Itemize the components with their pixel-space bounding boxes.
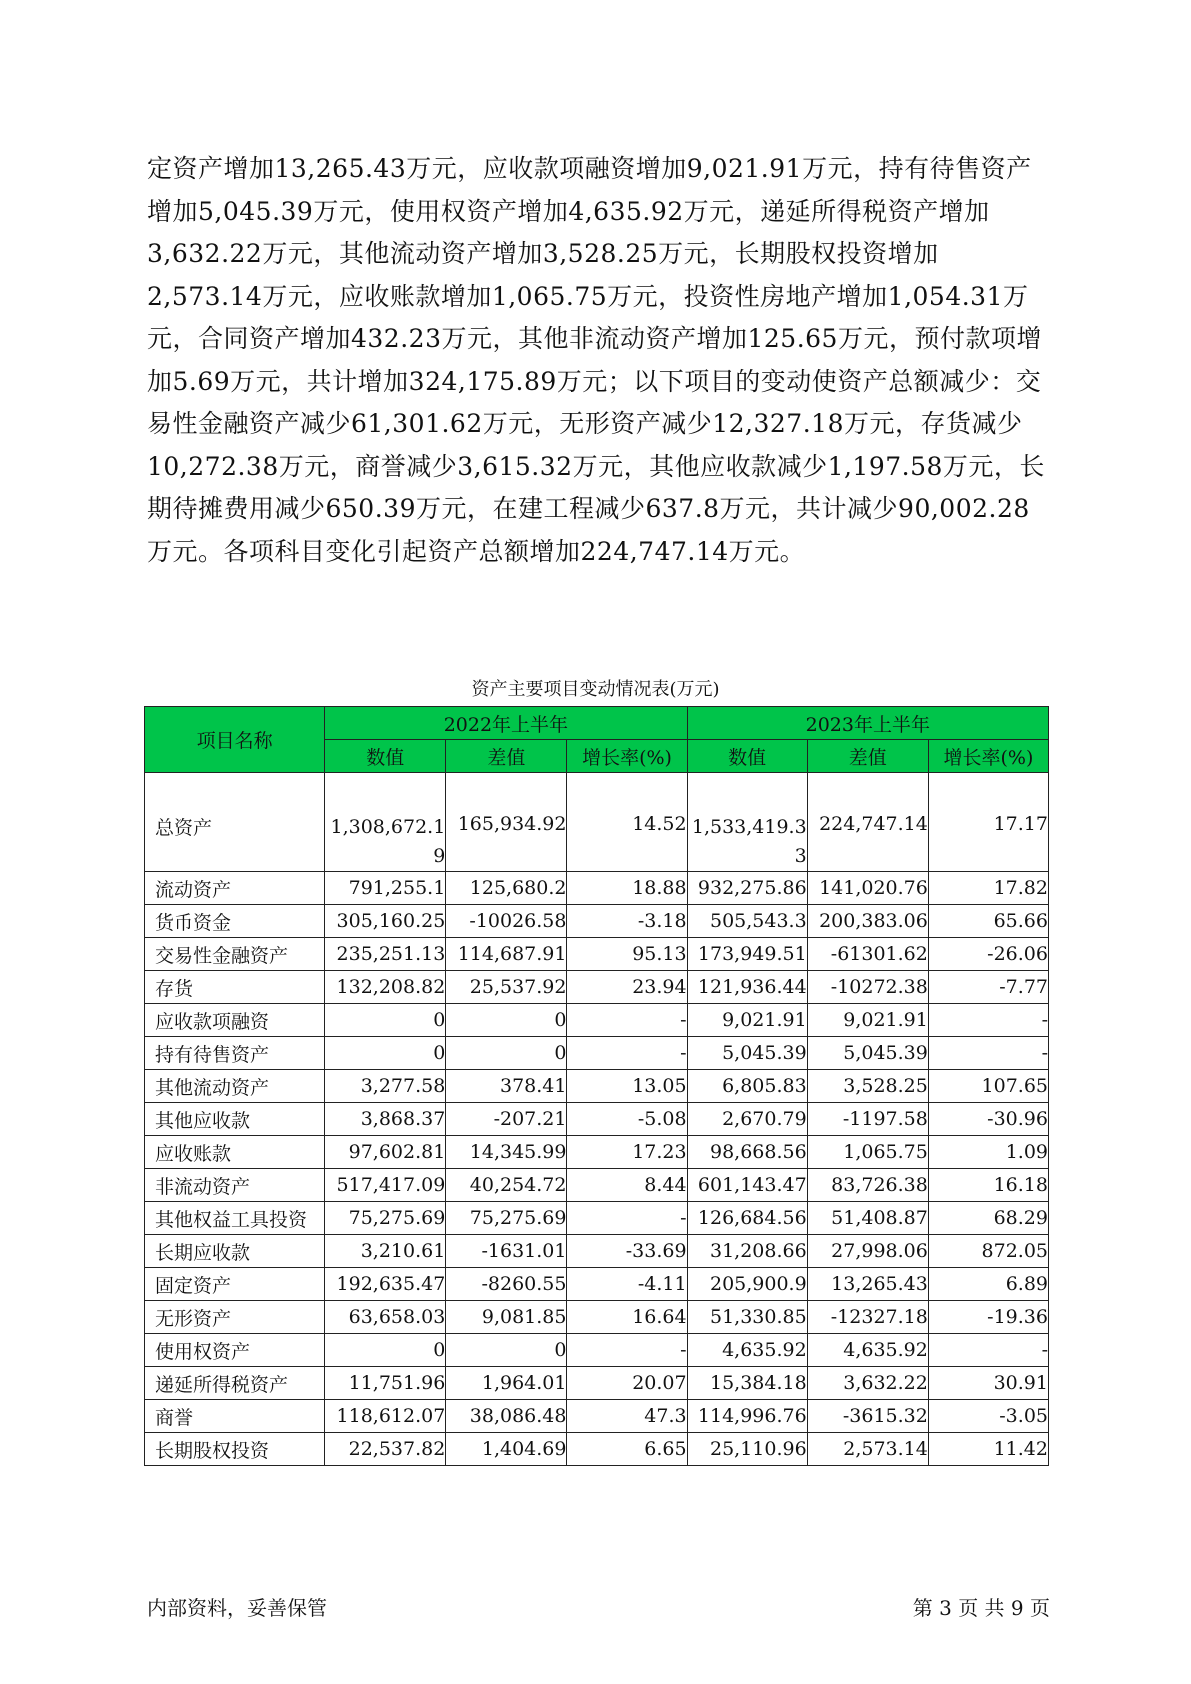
cell-g2: -3.05 xyxy=(928,1400,1048,1433)
cell-d2: 2,573.14 xyxy=(807,1433,928,1466)
cell-d2: -10272.38 xyxy=(807,971,928,1004)
cell-d1: 0 xyxy=(446,1334,567,1367)
row-label: 无形资产 xyxy=(145,1301,325,1334)
cell-d1: 38,086.48 xyxy=(446,1400,567,1433)
row-label: 货币资金 xyxy=(145,905,325,938)
cell-v2: 1,533,419.33 xyxy=(687,773,807,872)
cell-g1: 6.65 xyxy=(567,1433,687,1466)
cell-g2: 11.42 xyxy=(928,1433,1048,1466)
row-label: 其他应收款 xyxy=(145,1103,325,1136)
table-row xyxy=(145,1202,1049,1235)
cell-v1: 63,658.03 xyxy=(325,1301,446,1334)
cell-v2: 25,110.96 xyxy=(687,1433,807,1466)
cell-v2: 51,330.85 xyxy=(687,1301,807,1334)
cell-v1: 75,275.69 xyxy=(325,1202,446,1235)
row-label: 长期应收款 xyxy=(145,1235,325,1268)
cell-v2: 2,670.79 xyxy=(687,1103,807,1136)
cell-d2: 9,021.91 xyxy=(807,1004,928,1037)
cell-g2: 16.18 xyxy=(928,1169,1048,1202)
row-label: 交易性金融资产 xyxy=(145,938,325,971)
table-row xyxy=(145,1268,1049,1301)
table-row xyxy=(145,773,1049,872)
cell-d2: 27,998.06 xyxy=(807,1235,928,1268)
cell-d1: -8260.55 xyxy=(446,1268,567,1301)
cell-d1: 75,275.69 xyxy=(446,1202,567,1235)
row-label: 持有待售资产 xyxy=(145,1037,325,1070)
header-period-2022: 2022年上半年 xyxy=(325,707,687,740)
cell-d1: 1,404.69 xyxy=(446,1433,567,1466)
cell-v2: 173,949.51 xyxy=(687,938,807,971)
cell-g2: 872.05 xyxy=(928,1235,1048,1268)
cell-d2: -61301.62 xyxy=(807,938,928,971)
cell-v1: 235,251.13 xyxy=(325,938,446,971)
table-row xyxy=(145,872,1049,905)
cell-v2: 205,900.9 xyxy=(687,1268,807,1301)
cell-g1: 17.23 xyxy=(567,1136,687,1169)
cell-g2: 17.82 xyxy=(928,872,1048,905)
cell-g1: 23.94 xyxy=(567,971,687,1004)
cell-v1: 3,210.61 xyxy=(325,1235,446,1268)
cell-d1: -10026.58 xyxy=(446,905,567,938)
cell-d2: 1,065.75 xyxy=(807,1136,928,1169)
row-label: 非流动资产 xyxy=(145,1169,325,1202)
cell-g2: 65.66 xyxy=(928,905,1048,938)
cell-v1: 192,635.47 xyxy=(325,1268,446,1301)
cell-v1: 22,537.82 xyxy=(325,1433,446,1466)
cell-d2: -12327.18 xyxy=(807,1301,928,1334)
cell-g2: - xyxy=(928,1004,1048,1037)
cell-g2: 68.29 xyxy=(928,1202,1048,1235)
cell-g2: 1.09 xyxy=(928,1136,1048,1169)
subheader-growth: 增长率(%) xyxy=(928,740,1048,773)
row-label: 商誉 xyxy=(145,1400,325,1433)
cell-v1: 11,751.96 xyxy=(325,1367,446,1400)
cell-d1: -207.21 xyxy=(446,1103,567,1136)
cell-v1: 791,255.1 xyxy=(325,872,446,905)
cell-d1: 40,254.72 xyxy=(446,1169,567,1202)
cell-g2: 17.17 xyxy=(928,773,1048,872)
cell-v2: 126,684.56 xyxy=(687,1202,807,1235)
cell-v2: 932,275.86 xyxy=(687,872,807,905)
cell-g2: 30.91 xyxy=(928,1367,1048,1400)
cell-d1: 165,934.92 xyxy=(446,773,567,872)
cell-d2: 200,383.06 xyxy=(807,905,928,938)
cell-g1: 13.05 xyxy=(567,1070,687,1103)
cell-v1: 118,612.07 xyxy=(325,1400,446,1433)
table-row xyxy=(145,1103,1049,1136)
cell-g1: - xyxy=(567,1334,687,1367)
cell-d1: 125,680.2 xyxy=(446,872,567,905)
cell-g1: -4.11 xyxy=(567,1268,687,1301)
cell-v1: 132,208.82 xyxy=(325,971,446,1004)
cell-g2: -30.96 xyxy=(928,1103,1048,1136)
header-item-name: 项目名称 xyxy=(145,707,325,773)
cell-v1: 305,160.25 xyxy=(325,905,446,938)
cell-v2: 6,805.83 xyxy=(687,1070,807,1103)
table-row xyxy=(145,905,1049,938)
table-row xyxy=(145,1433,1049,1466)
cell-v2: 505,543.3 xyxy=(687,905,807,938)
cell-g1: 8.44 xyxy=(567,1169,687,1202)
cell-v1: 1,308,672.19 xyxy=(325,773,446,872)
table-row xyxy=(145,938,1049,971)
body-paragraph: 定资产增加13,265.43万元，应收款项融资增加9,021.91万元，持有待售资产增加5,045.39万元，使用权资产增加4,635.92万元，递延所得税资产增加3,632.22万元，其他流动资产增加3,528.25万元，长期股权投资增加2,573.14万元，应收账款增加1,065.75万元，投资性房地产增加1,054.31万元，合同资产增加432.23万元，其他非流动资产增加125.65万元，预付款项增加5.69万元，共计增加324,175.89万元；以下项目的变动使资产总额减少：交易性金融资产减少61,301.62万元，无形资产减少12,327.18万元，存货减少10,272.38万元，商誉减少3,615.32万元，其他应收款减少1,197.58万元，长期待摊费用减少650.39万元，在建工程减少637.8万元，共计减少90,002.28万元。各项科目变化引起资产总额增加224,747.14万元。 xyxy=(147,154,1045,566)
row-label: 其他权益工具投资 xyxy=(145,1202,325,1235)
cell-d1: 378.41 xyxy=(446,1070,567,1103)
cell-d1: -1631.01 xyxy=(446,1235,567,1268)
row-label: 流动资产 xyxy=(145,872,325,905)
cell-g1: 16.64 xyxy=(567,1301,687,1334)
table-row xyxy=(145,971,1049,1004)
cell-v2: 15,384.18 xyxy=(687,1367,807,1400)
cell-g2: -26.06 xyxy=(928,938,1048,971)
subheader-diff: 差值 xyxy=(446,740,567,773)
cell-g1: 14.52 xyxy=(567,773,687,872)
cell-d2: 4,635.92 xyxy=(807,1334,928,1367)
row-label: 递延所得税资产 xyxy=(145,1367,325,1400)
cell-v2: 31,208.66 xyxy=(687,1235,807,1268)
cell-g1: 20.07 xyxy=(567,1367,687,1400)
cell-d1: 25,537.92 xyxy=(446,971,567,1004)
cell-v2: 601,143.47 xyxy=(687,1169,807,1202)
table-row xyxy=(145,1400,1049,1433)
row-label: 固定资产 xyxy=(145,1268,325,1301)
cell-g1: -33.69 xyxy=(567,1235,687,1268)
row-label: 长期股权投资 xyxy=(145,1433,325,1466)
cell-g1: - xyxy=(567,1202,687,1235)
cell-v2: 98,668.56 xyxy=(687,1136,807,1169)
cell-g2: -19.36 xyxy=(928,1301,1048,1334)
cell-g2: 107.65 xyxy=(928,1070,1048,1103)
cell-d2: 141,020.76 xyxy=(807,872,928,905)
table-row xyxy=(145,1004,1049,1037)
cell-d2: 13,265.43 xyxy=(807,1268,928,1301)
cell-g1: 18.88 xyxy=(567,872,687,905)
cell-v1: 0 xyxy=(325,1037,446,1070)
row-label: 使用权资产 xyxy=(145,1334,325,1367)
cell-d1: 0 xyxy=(446,1037,567,1070)
subheader-value: 数值 xyxy=(325,740,446,773)
cell-d1: 9,081.85 xyxy=(446,1301,567,1334)
row-label: 存货 xyxy=(145,971,325,1004)
cell-v1: 517,417.09 xyxy=(325,1169,446,1202)
cell-g2: - xyxy=(928,1334,1048,1367)
table-row xyxy=(145,1037,1049,1070)
asset-changes-table xyxy=(144,706,1049,1466)
table-row xyxy=(145,1235,1049,1268)
cell-d1: 0 xyxy=(446,1004,567,1037)
subheader-diff: 差值 xyxy=(807,740,928,773)
footer-page-number: 第 3 页 共 9 页 xyxy=(912,1596,1050,1620)
cell-g2: - xyxy=(928,1037,1048,1070)
cell-v1: 0 xyxy=(325,1004,446,1037)
cell-g1: 95.13 xyxy=(567,938,687,971)
cell-v2: 9,021.91 xyxy=(687,1004,807,1037)
table-row xyxy=(145,1334,1049,1367)
cell-g2: 6.89 xyxy=(928,1268,1048,1301)
cell-d2: 51,408.87 xyxy=(807,1202,928,1235)
cell-d2: 5,045.39 xyxy=(807,1037,928,1070)
cell-g1: - xyxy=(567,1037,687,1070)
cell-v1: 97,602.81 xyxy=(325,1136,446,1169)
cell-g1: 47.3 xyxy=(567,1400,687,1433)
table-row xyxy=(145,1136,1049,1169)
subheader-value: 数值 xyxy=(687,740,807,773)
cell-v1: 3,868.37 xyxy=(325,1103,446,1136)
cell-d2: 83,726.38 xyxy=(807,1169,928,1202)
table-row xyxy=(145,1367,1049,1400)
row-label: 应收账款 xyxy=(145,1136,325,1169)
cell-g1: -3.18 xyxy=(567,905,687,938)
cell-g1: -5.08 xyxy=(567,1103,687,1136)
footer-confidential: 内部资料，妥善保管 xyxy=(147,1596,327,1620)
cell-d2: 3,528.25 xyxy=(807,1070,928,1103)
table-row xyxy=(145,1070,1049,1103)
cell-v1: 3,277.58 xyxy=(325,1070,446,1103)
cell-v2: 5,045.39 xyxy=(687,1037,807,1070)
cell-d2: -3615.32 xyxy=(807,1400,928,1433)
cell-d2: 3,632.22 xyxy=(807,1367,928,1400)
subheader-growth: 增长率(%) xyxy=(567,740,687,773)
table-caption: 资产主要项目变动情况表(万元) xyxy=(471,679,720,700)
cell-v2: 4,635.92 xyxy=(687,1334,807,1367)
row-label: 总资产 xyxy=(145,773,325,872)
cell-d1: 1,964.01 xyxy=(446,1367,567,1400)
cell-d2: 224,747.14 xyxy=(807,773,928,872)
cell-g1: - xyxy=(567,1004,687,1037)
cell-v2: 121,936.44 xyxy=(687,971,807,1004)
row-label: 其他流动资产 xyxy=(145,1070,325,1103)
cell-d1: 114,687.91 xyxy=(446,938,567,971)
header-period-2023: 2023年上半年 xyxy=(687,707,1048,740)
cell-g2: -7.77 xyxy=(928,971,1048,1004)
table-row xyxy=(145,1301,1049,1334)
row-label: 应收款项融资 xyxy=(145,1004,325,1037)
cell-v1: 0 xyxy=(325,1334,446,1367)
cell-d1: 14,345.99 xyxy=(446,1136,567,1169)
cell-v2: 114,996.76 xyxy=(687,1400,807,1433)
cell-d2: -1197.58 xyxy=(807,1103,928,1136)
table-row xyxy=(145,1169,1049,1202)
